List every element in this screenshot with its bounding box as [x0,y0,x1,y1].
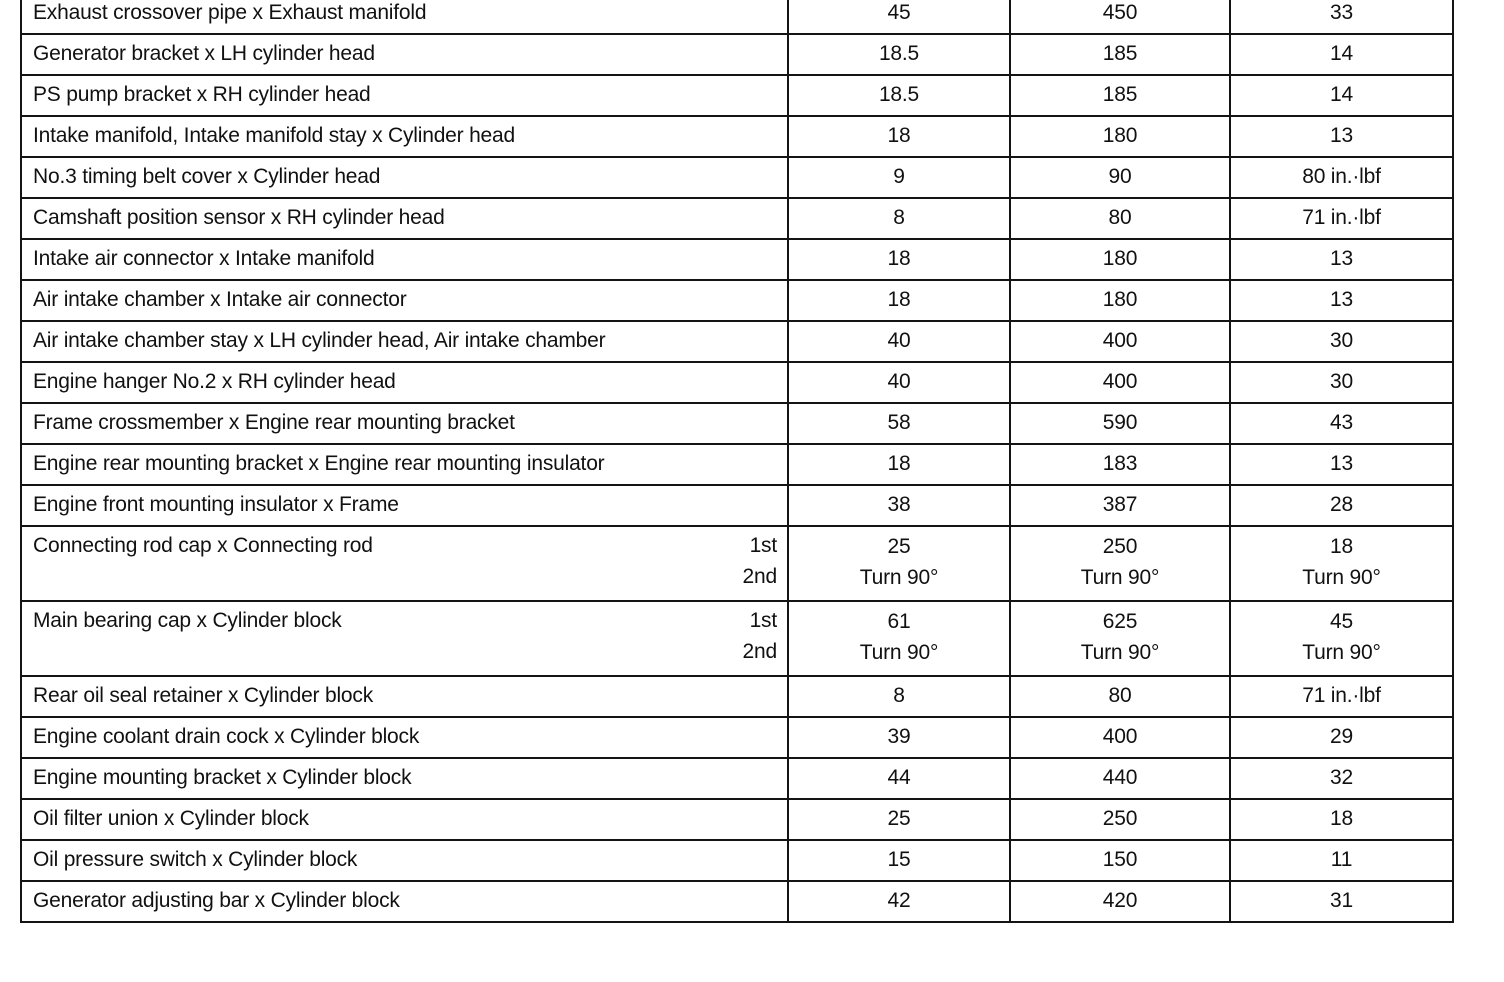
table-row [21,403,1453,444]
torque-nm-cell [788,198,1010,239]
torque-value: 8 [893,684,905,707]
part-name: Rear oil seal retainer x Cylinder block [33,684,374,707]
table-row [21,758,1453,799]
torque-value: 31 [1330,889,1353,912]
part-cell [21,280,788,321]
torque-value: 180 [1102,288,1138,311]
torque-nm-cell [788,321,1010,362]
part-cell [21,75,788,116]
part-cell [21,157,788,198]
torque-nm-cell [788,444,1010,485]
torque-value: 61 [887,610,911,633]
value-stack [789,281,1009,315]
torque-ftlbf-cell [1230,239,1453,280]
value-stack [1231,527,1452,593]
torque-nm-cell [788,75,1010,116]
torque-ftlbf-cell [1230,321,1453,362]
torque-kgfcm-cell [1010,75,1230,116]
value-stack [1231,486,1452,520]
torque-nm-cell [788,799,1010,840]
torque-value: 590 [1102,411,1138,434]
value-stack [1231,158,1452,192]
torque-value: 13 [1330,247,1353,270]
table-row [21,157,1453,198]
torque-second-step-value: Turn 90° [1302,641,1381,664]
part-cell [21,239,788,280]
value-stack [789,445,1009,479]
torque-value: 18 [887,288,911,311]
torque-ftlbf-cell [1230,717,1453,758]
torque-kgfcm-cell [1010,717,1230,758]
torque-second-step-value: Turn 90° [1080,566,1160,589]
torque-kgfcm-cell [1010,34,1230,75]
torque-second-step-value: Turn 90° [859,566,939,589]
part-cell-content [33,602,777,667]
torque-kgfcm-cell [1010,526,1230,601]
torque-nm-cell [788,758,1010,799]
torque-value: 8 [893,206,905,229]
torque-ftlbf-cell [1230,198,1453,239]
part-cell [21,601,788,676]
table-row [21,321,1453,362]
torque-value: 33 [1330,1,1353,24]
value-stack [1011,363,1229,397]
torque-value: 183 [1102,452,1138,475]
torque-nm-cell [788,676,1010,717]
value-stack [1231,363,1452,397]
torque-value: 30 [1330,329,1353,352]
torque-nm-cell [788,840,1010,881]
value-stack [1011,882,1229,916]
part-name: Oil filter union x Cylinder block [33,807,309,830]
torque-value: 43 [1330,411,1353,434]
value-stack [1011,35,1229,69]
torque-ftlbf-cell [1230,0,1453,34]
torque-value: 450 [1102,1,1138,24]
torque-kgfcm-cell [1010,840,1230,881]
part-name: Engine coolant drain cock x Cylinder block [33,725,420,748]
torque-kgfcm-cell [1010,403,1230,444]
value-stack [1011,281,1229,315]
torque-nm-cell [788,717,1010,758]
value-stack [1011,445,1229,479]
torque-kgfcm-cell [1010,676,1230,717]
torque-nm-cell [788,526,1010,601]
value-stack [1231,0,1452,28]
value-stack [789,35,1009,69]
part-name: Exhaust crossover pipe x Exhaust manifold [33,1,427,24]
table-row [21,239,1453,280]
part-cell [21,717,788,758]
torque-ftlbf-cell [1230,840,1453,881]
value-stack [1011,199,1229,233]
value-stack [1011,76,1229,110]
torque-ftlbf-cell [1230,75,1453,116]
value-stack [1011,240,1229,274]
step-second-label: 2nd [742,565,777,588]
tightening-steps [743,605,777,667]
part-cell [21,0,788,34]
value-stack [1231,602,1452,668]
table-row [21,34,1453,75]
table-row [21,601,1453,676]
value-stack [1231,199,1452,233]
value-stack [789,527,1009,593]
torque-spec-table-container [20,0,1452,923]
part-name: Engine rear mounting bracket x Engine rear mounting insulator [33,452,605,475]
value-stack [789,759,1009,793]
part-name: Intake manifold, Intake manifold stay x Cylinder head [33,124,515,147]
torque-value: 39 [887,725,911,748]
step-first-label: 1st [749,609,777,632]
value-stack [789,602,1009,668]
step-second-label: 2nd [742,640,777,663]
value-stack [1011,527,1229,593]
value-stack [789,404,1009,438]
value-stack [1231,404,1452,438]
torque-nm-cell [788,280,1010,321]
part-cell [21,321,788,362]
torque-value: 18 [1330,807,1353,830]
torque-value: 400 [1102,370,1138,393]
torque-value: 42 [887,889,911,912]
table-row [21,881,1453,922]
table-row [21,526,1453,601]
part-name: Frame crossmember x Engine rear mounting bracket [33,411,515,434]
torque-value: 32 [1330,766,1353,789]
torque-kgfcm-cell [1010,485,1230,526]
part-cell [21,444,788,485]
torque-value: 9 [893,165,905,188]
tightening-steps [743,530,777,592]
torque-value: 387 [1102,493,1138,516]
torque-value: 18.5 [878,42,920,65]
part-name: Air intake chamber stay x LH cylinder head, Air intake chamber [33,329,606,352]
value-stack [789,882,1009,916]
torque-ftlbf-cell [1230,601,1453,676]
torque-value: 440 [1102,766,1138,789]
part-name: Camshaft position sensor x RH cylinder head [33,206,445,229]
value-stack [1231,718,1452,752]
torque-value: 400 [1102,329,1138,352]
table-body [21,0,1453,922]
part-name: Generator bracket x LH cylinder head [33,42,375,65]
torque-ftlbf-cell [1230,758,1453,799]
value-stack [789,800,1009,834]
part-name: PS pump bracket x RH cylinder head [33,83,371,106]
value-stack [1231,882,1452,916]
value-stack [1011,322,1229,356]
torque-kgfcm-cell [1010,157,1230,198]
part-name: Air intake chamber x Intake air connector [33,288,407,311]
part-name: Engine front mounting insulator x Frame [33,493,399,516]
torque-nm-cell [788,881,1010,922]
part-name: Generator adjusting bar x Cylinder block [33,889,400,912]
torque-nm-cell [788,239,1010,280]
value-stack [789,718,1009,752]
part-cell [21,799,788,840]
torque-value: 13 [1330,452,1353,475]
table-row [21,362,1453,403]
torque-nm-cell [788,485,1010,526]
table-row [21,0,1453,34]
torque-value: 80 [1108,684,1132,707]
value-stack [789,0,1009,28]
torque-second-step-value: Turn 90° [859,641,939,664]
value-stack [1231,677,1452,711]
torque-value: 29 [1330,725,1353,748]
value-stack [789,486,1009,520]
torque-ftlbf-cell [1230,157,1453,198]
part-name: Engine mounting bracket x Cylinder block [33,766,412,789]
torque-kgfcm-cell [1010,601,1230,676]
torque-kgfcm-cell [1010,321,1230,362]
torque-ftlbf-cell [1230,485,1453,526]
value-stack [1231,759,1452,793]
torque-value: 25 [887,535,911,558]
part-cell [21,34,788,75]
part-name: Main bearing cap x Cylinder block [33,609,342,632]
torque-value: 45 [887,1,911,24]
torque-kgfcm-cell [1010,758,1230,799]
torque-second-step-value: Turn 90° [1080,641,1160,664]
value-stack [1231,240,1452,274]
part-name: Engine hanger No.2 x RH cylinder head [33,370,396,393]
table-row [21,444,1453,485]
part-cell [21,881,788,922]
torque-value: 420 [1102,889,1138,912]
torque-value: 185 [1102,83,1138,106]
torque-value: 18.5 [878,83,920,106]
value-stack [1231,35,1452,69]
value-stack [789,199,1009,233]
torque-nm-cell [788,403,1010,444]
torque-kgfcm-cell [1010,239,1230,280]
torque-value: 180 [1102,247,1138,270]
torque-value: 71 in.·lbf [1302,206,1381,229]
table-row [21,198,1453,239]
torque-value: 13 [1330,288,1353,311]
table-row [21,485,1453,526]
value-stack [789,677,1009,711]
torque-value: 185 [1102,42,1138,65]
torque-ftlbf-cell [1230,362,1453,403]
step-first-label: 1st [749,534,777,557]
part-cell [21,840,788,881]
part-cell-content [33,527,777,592]
value-stack [1231,76,1452,110]
torque-value: 13 [1330,124,1353,147]
torque-kgfcm-cell [1010,362,1230,403]
torque-kgfcm-cell [1010,0,1230,34]
torque-value: 38 [887,493,911,516]
part-name: Connecting rod cap x Connecting rod [33,534,373,557]
value-stack [1011,404,1229,438]
torque-value: 30 [1330,370,1353,393]
value-stack [789,322,1009,356]
torque-kgfcm-cell [1010,444,1230,485]
torque-value: 58 [887,411,911,434]
value-stack [1011,117,1229,151]
torque-ftlbf-cell [1230,403,1453,444]
torque-value: 625 [1102,610,1138,633]
value-stack [1011,718,1229,752]
torque-ftlbf-cell [1230,881,1453,922]
part-name: Intake air connector x Intake manifold [33,247,375,270]
torque-ftlbf-cell [1230,676,1453,717]
value-stack [1231,117,1452,151]
part-cell [21,676,788,717]
torque-ftlbf-cell [1230,116,1453,157]
torque-nm-cell [788,0,1010,34]
value-stack [1011,486,1229,520]
torque-kgfcm-cell [1010,116,1230,157]
torque-value: 14 [1330,42,1353,65]
torque-value: 400 [1102,725,1138,748]
torque-value: 40 [887,370,911,393]
torque-value: 18 [887,247,911,270]
torque-ftlbf-cell [1230,280,1453,321]
torque-value: 18 [887,452,911,475]
torque-value: 15 [887,848,911,871]
part-cell [21,485,788,526]
value-stack [1231,281,1452,315]
value-stack [1011,0,1229,28]
torque-nm-cell [788,362,1010,403]
torque-value: 80 in.·lbf [1302,165,1381,188]
value-stack [1011,759,1229,793]
table-row [21,717,1453,758]
part-cell [21,116,788,157]
torque-kgfcm-cell [1010,280,1230,321]
torque-ftlbf-cell [1230,526,1453,601]
table-row [21,116,1453,157]
torque-spec-table [20,0,1454,923]
torque-kgfcm-cell [1010,198,1230,239]
value-stack [1011,158,1229,192]
value-stack [789,363,1009,397]
value-stack [1011,677,1229,711]
torque-nm-cell [788,157,1010,198]
torque-nm-cell [788,601,1010,676]
table-row [21,280,1453,321]
value-stack [1011,800,1229,834]
torque-kgfcm-cell [1010,881,1230,922]
value-stack [789,158,1009,192]
torque-value: 250 [1102,535,1138,558]
torque-nm-cell [788,34,1010,75]
torque-value: 250 [1102,807,1138,830]
torque-value: 71 in.·lbf [1302,684,1381,707]
value-stack [789,117,1009,151]
torque-value: 11 [1330,848,1353,871]
torque-ftlbf-cell [1230,34,1453,75]
table-row [21,75,1453,116]
torque-kgfcm-cell [1010,799,1230,840]
value-stack [1231,800,1452,834]
torque-value: 45 [1330,610,1353,633]
torque-value: 14 [1330,83,1353,106]
value-stack [789,240,1009,274]
torque-ftlbf-cell [1230,799,1453,840]
value-stack [1231,841,1452,875]
table-row [21,676,1453,717]
part-cell [21,198,788,239]
part-cell [21,403,788,444]
torque-value: 90 [1108,165,1132,188]
torque-second-step-value: Turn 90° [1302,566,1381,589]
value-stack [789,76,1009,110]
torque-value: 28 [1330,493,1353,516]
value-stack [789,841,1009,875]
part-cell [21,362,788,403]
torque-value: 25 [887,807,911,830]
torque-nm-cell [788,116,1010,157]
torque-value: 40 [887,329,911,352]
torque-ftlbf-cell [1230,444,1453,485]
table-row [21,840,1453,881]
torque-value: 150 [1102,848,1138,871]
torque-value: 80 [1108,206,1132,229]
part-cell [21,526,788,601]
torque-value: 18 [1330,535,1353,558]
torque-value: 18 [887,124,911,147]
torque-value: 180 [1102,124,1138,147]
part-name: No.3 timing belt cover x Cylinder head [33,165,381,188]
torque-value: 44 [887,766,911,789]
value-stack [1231,322,1452,356]
table-row [21,799,1453,840]
value-stack [1231,445,1452,479]
value-stack [1011,841,1229,875]
part-name: Oil pressure switch x Cylinder block [33,848,358,871]
part-cell [21,758,788,799]
value-stack [1011,602,1229,668]
